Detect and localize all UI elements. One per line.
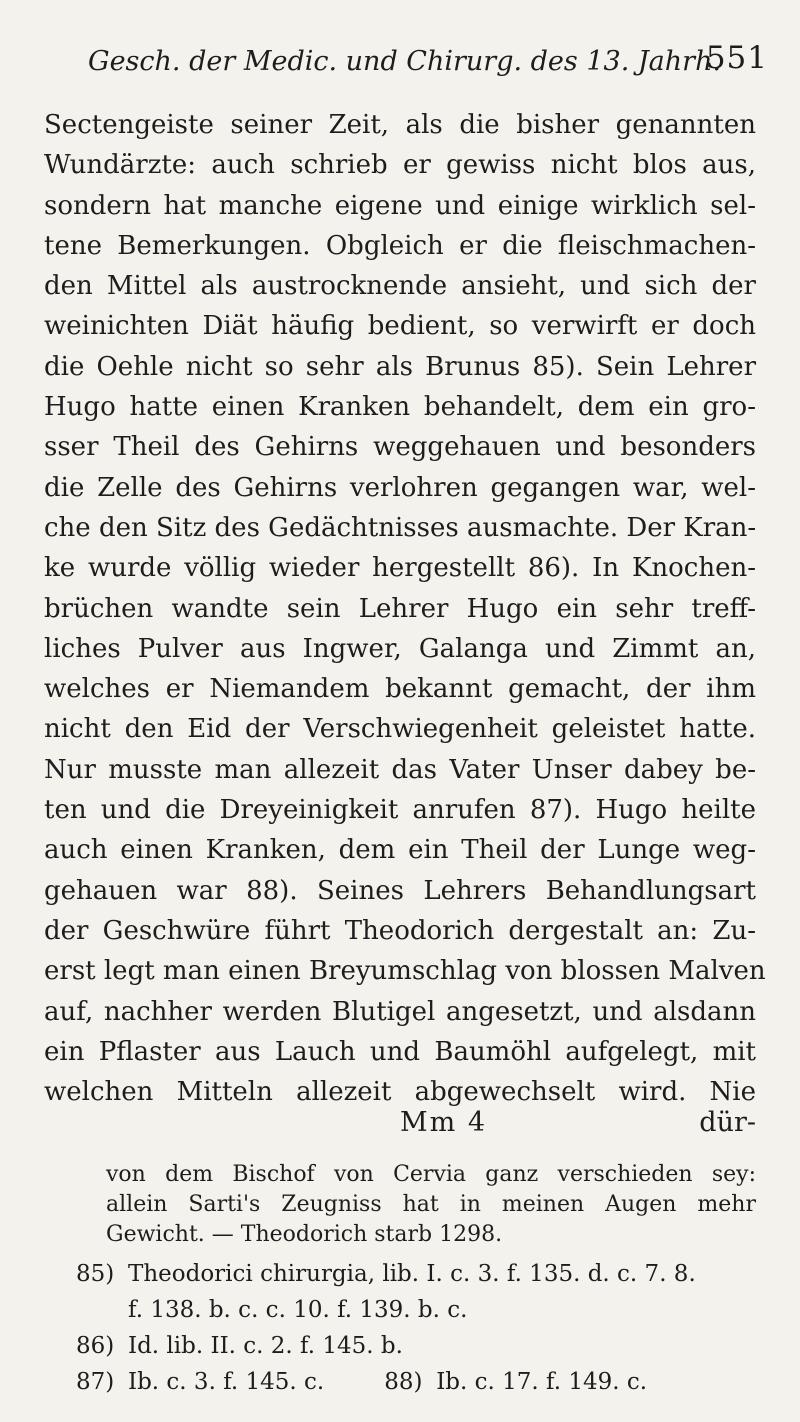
- text-line: tene Bemerkungen. Obgleich er die fleischmachen-: [44, 230, 756, 261]
- page-number: 551: [705, 40, 768, 76]
- text-line: Wundärzte: auch schrieb er gewiss nicht blos aus,: [44, 150, 756, 181]
- note-continuation-line: allein Sarti's Zeugniss hat in meinen Augen mehr: [106, 1192, 756, 1217]
- footnote-text: f. 138. b. c. c. 10. f. 139. b. c.: [128, 1297, 468, 1323]
- text-line: die Oehle nicht so sehr als Brunus 85). Sein Lehrer: [44, 351, 756, 382]
- text-line: Nur musste man allezeit das Vater Unser dabey be-: [44, 754, 756, 785]
- footnote-text: Id. lib. II. c. 2. f. 145. b.: [128, 1333, 403, 1359]
- running-title: Gesch. der Medic. und Chirurg. des 13. Jahrh.: [88, 46, 722, 77]
- note-continuation-line: von dem Bischof von Cervia ganz verschieden sey:: [106, 1162, 756, 1187]
- text-line: ten und die Dreyeinigkeit anrufen 87). Hugo heilte: [44, 795, 756, 826]
- text-line: auch einen Kranken, dem ein Theil der Lunge weg-: [44, 835, 756, 866]
- text-line: che den Sitz des Gedächtnisses ausmachte. Der Kran-: [44, 512, 757, 543]
- footnote-row: [76, 1364, 756, 1400]
- footnote-text: Ib. c. 3. f. 145. c.: [128, 1369, 325, 1395]
- text-line: liches Pulver aus Ingwer, Galanga und Zimmt an,: [44, 633, 756, 664]
- text-line: gehauen war 88). Seines Lehrers Behandlungsart: [44, 875, 756, 906]
- footnote-continuation: [76, 1292, 756, 1328]
- footnote-number: 87): [76, 1369, 115, 1395]
- text-line: erst legt man einen Breyumschlag von blossen Malven: [44, 956, 766, 987]
- catchword: dür-: [699, 1107, 756, 1138]
- text-line: sondern hat manche eigene und einige wirklich sel-: [44, 190, 756, 221]
- text-line: brüchen wandte sein Lehrer Hugo ein sehr treff-: [44, 593, 756, 624]
- signature-mark: Mm 4: [400, 1107, 488, 1138]
- footnote-text: Ib. c. 17. f. 149. c.: [436, 1369, 648, 1395]
- footnote-number: 85): [76, 1261, 115, 1287]
- footnote-number: 86): [76, 1333, 115, 1359]
- footnote: [76, 1256, 756, 1292]
- footnotes: [76, 1160, 756, 1400]
- footnote-number: 88): [384, 1369, 423, 1395]
- text-line: die Zelle des Gehirns verlohren gegangen war, wel-: [44, 472, 756, 503]
- text-line: der Geschwüre führt Theodorich dergestalt an: Zu-: [44, 915, 756, 946]
- text-line: weinichten Diät häufig bedient, so verwirft er doch: [44, 311, 756, 342]
- signature-row: [44, 1107, 756, 1149]
- footnote-text: Theodorici chirurgia, lib. I. c. 3. f. 135. d. c. 7. 8.: [128, 1261, 696, 1287]
- text-line: Hugo hatte einen Kranken behandelt, dem ein gro-: [44, 392, 756, 423]
- note-continuation-line: Gewicht. — Theodorich starb 1298.: [106, 1222, 503, 1247]
- text-line: Sectengeiste seiner Zeit, als die bisher genannten: [44, 110, 756, 140]
- footnote: [76, 1328, 756, 1364]
- page-header: [88, 38, 768, 88]
- text-line: nicht den Eid der Verschwiegenheit geleistet hatte.: [44, 714, 756, 745]
- text-line: den Mittel als austrocknende ansieht, und sich der: [44, 271, 756, 302]
- text-line: welches er Niemandem bekannt gemacht, der ihm: [44, 674, 756, 705]
- text-line: sser Theil des Gehirns weggehauen und besonders: [44, 432, 756, 463]
- text-line: ein Pflaster aus Lauch und Baumöhl aufgelegt, mit: [44, 1036, 756, 1067]
- text-line: auf, nachher werden Blutigel angesetzt, und alsdann: [44, 996, 756, 1027]
- text-line: welchen Mitteln allezeit abgewechselt wird. Nie: [44, 1077, 756, 1108]
- text-line: ke wurde völlig wieder hergestellt 86). In Knochen-: [44, 553, 756, 584]
- main-text: [44, 105, 766, 1112]
